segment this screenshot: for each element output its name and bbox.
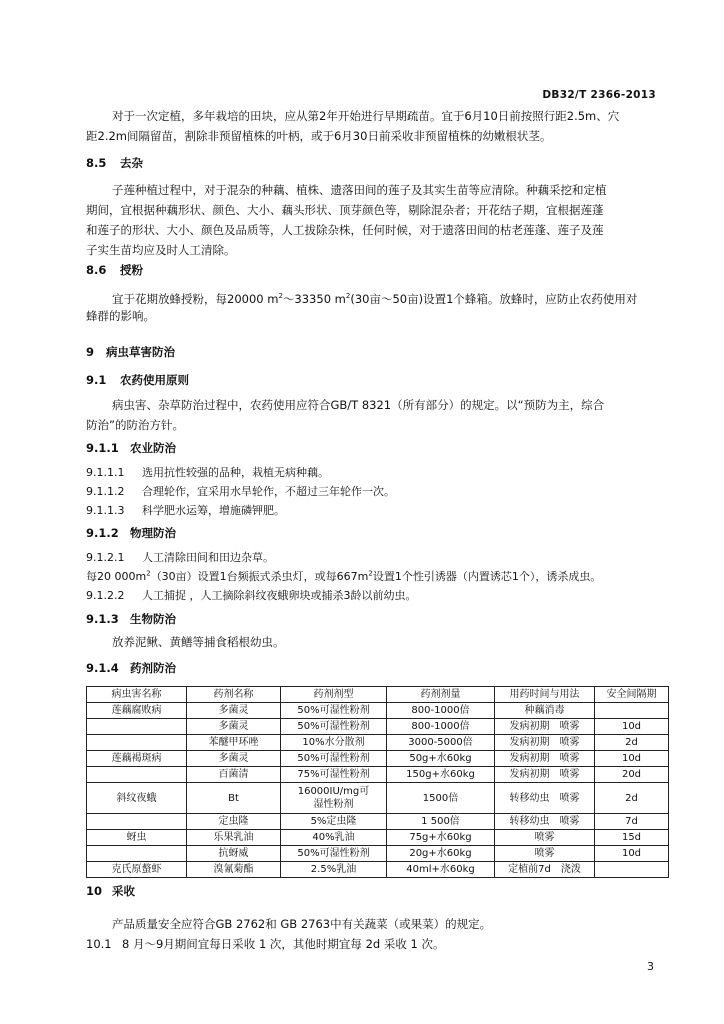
table-row bbox=[87, 767, 669, 783]
table-cell: 发病初期 喷雾 bbox=[495, 767, 595, 783]
table-cell: 转移幼虫 喷雾 bbox=[495, 814, 595, 830]
section-number: 9 bbox=[86, 345, 95, 359]
section-number: 8.6 bbox=[86, 263, 107, 277]
section-9-1-4-heading bbox=[86, 660, 176, 676]
table-row bbox=[87, 814, 669, 830]
table-cell: 10%水分散剂 bbox=[281, 735, 387, 751]
s8-5-line-2: 期间，宜根据种藕形状、颜色、大小、藕头形状、顶芽颜色等，剔除混杂者；开花结子期，宜根据莲蓬 bbox=[86, 203, 604, 217]
section-title: 授粉 bbox=[120, 263, 143, 277]
s8-5-line-3: 和莲子的形状、大小、颜色及品质等，人工拔除杂株，任何时候，对于遗落田间的枯老莲蓬、莲子及莲 bbox=[86, 223, 604, 237]
table-row bbox=[87, 830, 669, 846]
table-row bbox=[87, 703, 669, 719]
table-cell: 抗蚜威 bbox=[187, 846, 281, 862]
table-cell: Bt bbox=[187, 783, 281, 814]
s9-1-line-1: 病虫害、杂草防治过程中，农药使用应符合GB/T 8321（所有部分）的规定。以“预防为主，综合 bbox=[112, 398, 605, 412]
table-cell: 10d bbox=[595, 751, 669, 767]
table-row bbox=[87, 719, 669, 735]
section-number: 9.1.2 bbox=[86, 526, 119, 540]
table-row bbox=[87, 735, 669, 751]
table-cell bbox=[87, 719, 187, 735]
table-cell: 10d bbox=[595, 719, 669, 735]
column-header: 病虫害名称 bbox=[87, 687, 187, 703]
table-cell: 16000IU/mg可湿性粉剂 bbox=[281, 783, 387, 814]
item-10-1: 10.1 8 月～9月期间宜每日采收 1 次，其他时期宜每 2d 采收 1 次。 bbox=[86, 937, 445, 951]
section-number: 9.1.3 bbox=[86, 612, 119, 626]
table-header-row bbox=[87, 687, 669, 703]
section-number: 8.5 bbox=[86, 156, 107, 170]
table-cell: 百菌清 bbox=[187, 767, 281, 783]
s8-5-line-1: 子莲种植过程中，对于混杂的种藕、植株、遗落田间的莲子及其实生苗等应清除。种藕采挖和定植 bbox=[112, 183, 607, 197]
table-row bbox=[87, 862, 669, 878]
table-cell: 50g+水60kg bbox=[387, 751, 495, 767]
column-header: 药剂名称 bbox=[187, 687, 281, 703]
table-cell bbox=[595, 703, 669, 719]
table-cell: 150g+水60kg bbox=[387, 767, 495, 783]
item-9-1-2-1: 9.1.2.1 人工清除田间和田边杂草。 bbox=[86, 551, 274, 564]
table-cell: 多菌灵 bbox=[187, 751, 281, 767]
column-header: 安全间隔期 bbox=[595, 687, 669, 703]
table-cell bbox=[87, 767, 187, 783]
column-header: 药剂剂型 bbox=[281, 687, 387, 703]
table-cell: 2d bbox=[595, 735, 669, 751]
table-cell: 发病初期 喷雾 bbox=[495, 719, 595, 735]
page-number: 3 bbox=[647, 960, 654, 973]
table-cell: 50%可湿性粉剂 bbox=[281, 719, 387, 735]
section-number: 9.1.1 bbox=[86, 441, 119, 455]
table-cell: 3000-5000倍 bbox=[387, 735, 495, 751]
table-cell: 10d bbox=[595, 846, 669, 862]
table-cell: 发病初期 喷雾 bbox=[495, 735, 595, 751]
table-cell: 2.5%乳油 bbox=[281, 862, 387, 878]
table-cell: 20g+水60kg bbox=[387, 846, 495, 862]
s9-1-3-line: 放养泥鳅、黄鳝等捕食稻根幼虫。 bbox=[112, 635, 285, 649]
column-header: 药剂剂量 bbox=[387, 687, 495, 703]
section-number: 9.1 bbox=[86, 373, 107, 387]
table-cell bbox=[87, 846, 187, 862]
table-cell: 定虫隆 bbox=[187, 814, 281, 830]
table-cell: 莲藕褐斑病 bbox=[87, 751, 187, 767]
table-cell bbox=[87, 735, 187, 751]
table-cell: 800-1000倍 bbox=[387, 719, 495, 735]
table-cell: 75g+水60kg bbox=[387, 830, 495, 846]
table-cell: 定植前7d 浇泼 bbox=[495, 862, 595, 878]
table-cell: 50%可湿性粉剂 bbox=[281, 703, 387, 719]
table-cell: 40ml+水60kg bbox=[387, 862, 495, 878]
section-9-heading bbox=[86, 344, 175, 360]
section-title: 农业防治 bbox=[130, 441, 176, 455]
section-9-1-1-heading bbox=[86, 440, 176, 456]
table-cell: 多菌灵 bbox=[187, 719, 281, 735]
table-cell: 喷雾 bbox=[495, 846, 595, 862]
s9-1-line-2: 防治”的防治方针。 bbox=[86, 418, 184, 432]
table-cell: 75%可湿性粉剂 bbox=[281, 767, 387, 783]
s10-line-1: 产品质量安全应符合GB 2762和 GB 2763中有关蔬菜（或果菜）的规定。 bbox=[112, 917, 492, 931]
section-10-heading bbox=[86, 883, 135, 899]
section-title: 病虫草害防治 bbox=[106, 345, 175, 359]
table-cell: 5%定虫隆 bbox=[281, 814, 387, 830]
table-cell: 喷雾 bbox=[495, 830, 595, 846]
s8-6-line-2: 蜂群的影响。 bbox=[86, 309, 155, 323]
s8-5-line-4: 子实生苗均应及时人工清除。 bbox=[86, 243, 236, 257]
table-cell bbox=[87, 814, 187, 830]
section-9-1-2-heading bbox=[86, 525, 176, 541]
standard-number: DB32/T 2366-2013 bbox=[542, 89, 656, 101]
table-cell: 50%可湿性粉剂 bbox=[281, 751, 387, 767]
table-row bbox=[87, 846, 669, 862]
table-cell: 7d bbox=[595, 814, 669, 830]
s9-1-2-paragraph: 每20 $000m^2(30$亩）设置1台频振式杀虫灯，或每$667m^2$设置1个性引诱器（内置诱芯1个），诱杀成虫。 bbox=[86, 569, 602, 583]
table-cell: 乐果乳油 bbox=[187, 830, 281, 846]
section-title: 生物防治 bbox=[130, 612, 176, 626]
table-cell: 50%可湿性粉剂 bbox=[281, 846, 387, 862]
section-title: 药剂防治 bbox=[130, 661, 176, 675]
table-cell: 1 500倍 bbox=[387, 814, 495, 830]
section-number: 9.1.4 bbox=[86, 661, 119, 675]
table-cell: 斜纹夜蛾 bbox=[87, 783, 187, 814]
item-9-1-1-3: 9.1.1.3 科学肥水运筹，增施磷钾肥。 bbox=[86, 504, 285, 517]
table-cell: 蚜虫 bbox=[87, 830, 187, 846]
table-cell: 发病初期 喷雾 bbox=[495, 751, 595, 767]
item-9-1-2-2: 9.1.2.2 人工捕捉 ，人工摘除斜纹夜蛾卵块或捕杀3龄以前幼虫。 bbox=[86, 589, 417, 602]
table-cell: 苯醚甲环唑 bbox=[187, 735, 281, 751]
table-cell: 溴氰菊酯 bbox=[187, 862, 281, 878]
section-title: 去杂 bbox=[120, 156, 143, 170]
section-title: 物理防治 bbox=[130, 526, 176, 540]
section-number: 10 bbox=[86, 884, 103, 898]
table-cell: 克氏原螯虾 bbox=[87, 862, 187, 878]
item-9-1-1-1: 9.1.1.1 选用抗性较强的品种，栽植无病种藕。 bbox=[86, 466, 329, 479]
table-cell: 多菌灵 bbox=[187, 703, 281, 719]
table-cell: 2d bbox=[595, 783, 669, 814]
column-header: 用药时间与用法 bbox=[495, 687, 595, 703]
table-cell: 1500倍 bbox=[387, 783, 495, 814]
section-8-6-heading bbox=[86, 262, 143, 278]
table-cell: 种藕消毒 bbox=[495, 703, 595, 719]
section-8-5-heading bbox=[86, 155, 143, 171]
table-cell: 800-1000倍 bbox=[387, 703, 495, 719]
table-cell: 15d bbox=[595, 830, 669, 846]
table-cell: 莲藕腐败病 bbox=[87, 703, 187, 719]
section-9-1-heading bbox=[86, 372, 189, 388]
table-cell: 转移幼虫 喷雾 bbox=[495, 783, 595, 814]
table-row bbox=[87, 783, 669, 814]
section-title: 采收 bbox=[112, 884, 135, 898]
item-9-1-1-2: 9.1.1.2 合理轮作，宜采用水旱轮作，不超过三年轮作一次。 bbox=[86, 485, 395, 498]
table-cell: 40%乳油 bbox=[281, 830, 387, 846]
s8-6-line-1: 宜于花期放蜂授粉，每20000 $m^2\sim 33350$ $m^2(30$亩～50亩)设置1个蜂箱。放蜂时，应防止农药使用对 bbox=[112, 291, 638, 306]
section-title: 农药使用原则 bbox=[120, 373, 189, 387]
table-cell: 20d bbox=[595, 767, 669, 783]
intro-line-1: 对于一次定植，多年栽培的田块，应从第2年开始进行早期疏苗。宜于6月10日前按照行距2.5m、穴 bbox=[112, 109, 620, 123]
table-row bbox=[87, 751, 669, 767]
intro-line-2: 距2.2m间隔留苗，割除非预留植株的叶柄，或于6月30日前采收非预留植株的幼嫩根状茎。 bbox=[86, 129, 552, 143]
table-cell bbox=[595, 862, 669, 878]
section-9-1-3-heading bbox=[86, 611, 176, 627]
pesticide-table bbox=[86, 686, 669, 878]
